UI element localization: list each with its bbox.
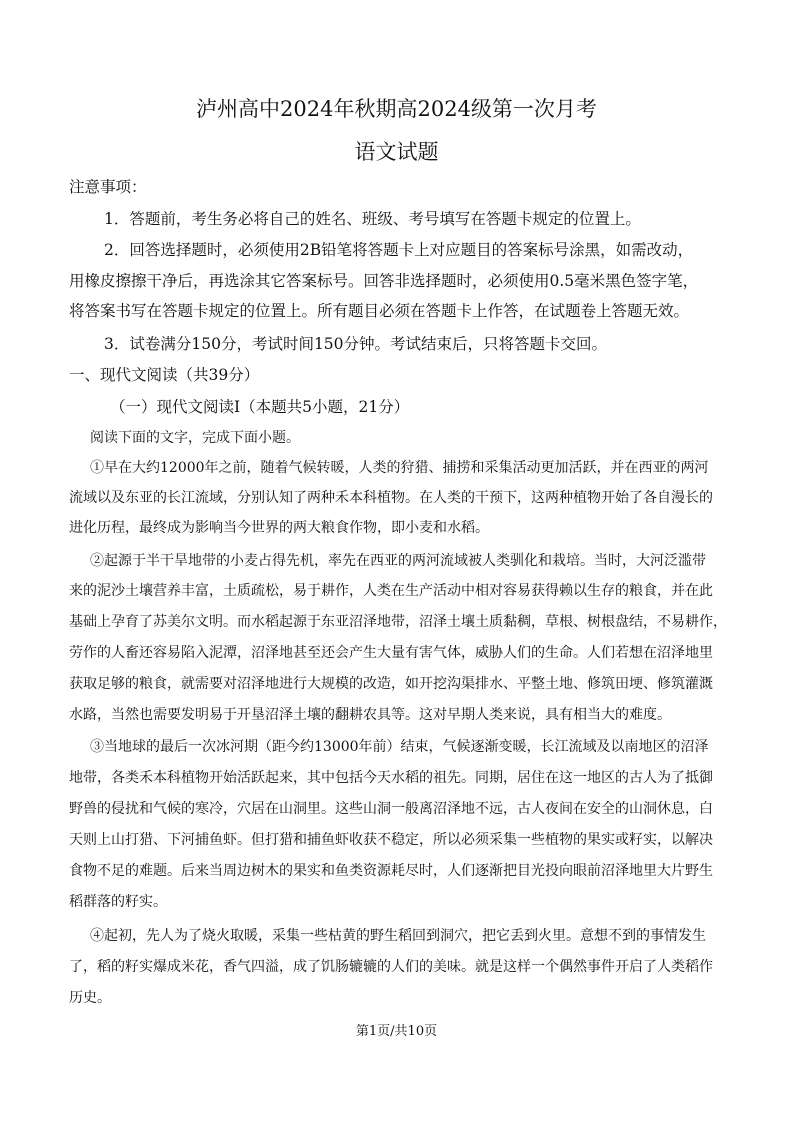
passage-p2-line-5: 获取足够的粮食，就需要对沼泽地进行大规模的改造，如开挖沟渠排水、平整土地、修筑田埂、修筑灌溉 [69,676,713,692]
passage-p2-line-4: 劳作的人畜还容易陷入泥潭，沼泽地甚至还会产生大量有害气体，威胁人们的生命。人们若想在沼泽地里 [69,645,713,661]
exam-subtitle: 语文试题 [354,140,439,164]
section-heading: 一、现代文阅读（共39分） [69,366,260,384]
passage-p2-line-3: 基础上孕育了苏美尔文明。而水稻起源于东亚沼泽地带，沼泽土壤土质黏稠，草根、树根盘结，不易耕作， [69,614,727,630]
notice-item-3: 3．试卷满分150分，考试时间150分钟。考试结束后，只将答题卡交回。 [104,335,608,353]
passage-p1-line-3: 进化历程，最终成为影响当今世界的两大粮食作物，即小麦和水稻。 [69,520,489,536]
subsection-heading: （一）现代文阅读I（本题共5小题，21分） [110,398,410,416]
passage-p4-line-3: 历史。 [69,990,111,1006]
passage-p3-line-4: 天则上山打猎、下河捕鱼虾。但打猎和捕鱼虾收获不稳定，所以必须采集一些植物的果实或籽实，以解决 [69,832,713,848]
passage-p4-line-1: ④起初，先人为了烧火取暖，采集一些枯黄的野生稻回到洞穴，把它丢到火里。意想不到的事情发生 [90,928,706,944]
passage-p2-line-1: ②起源于半干旱地带的小麦占得先机，率先在西亚的两河流域被人类驯化和栽培。当时，大河泛滥带 [90,553,706,569]
passage-p4-line-2: 了，稻的籽实爆成米花，香气四溢，成了饥肠辘辘的人们的美味。就是这样一个偶然事件开启了人类稻作 [69,959,713,975]
passage-p2-line-2: 来的泥沙土壤营养丰富，土质疏松，易于耕作，人类在生产活动中相对容易获得赖以生存的粮食，并在此 [69,583,713,599]
passage-p3-line-2: 地带，各类禾本科植物开始活跃起来，其中包括今天水稻的祖先。同期，居住在这一地区的古人为了抵御 [69,770,713,786]
notice-item-1: 1．答题前，考生务必将自己的姓名、班级、考号填写在答题卡规定的位置上。 [104,210,641,228]
passage-p3-line-5: 食物不足的难题。后来当周边树木的果实和鱼类资源耗尽时，人们逐渐把目光投向眼前沼泽地里大片野生 [69,863,713,879]
notice-item-2-line-1: 2．回答选择题时，必须使用2B铅笔将答题卡上对应题目的答案标号涂黑，如需改动， [104,241,694,259]
notice-heading: 注意事项： [69,178,147,196]
passage-p3-line-3: 野兽的侵扰和气候的寒冷，穴居在山洞里。这些山洞一般离沼泽地不远，古人夜间在安全的山洞休息，白 [69,801,713,817]
exam-title: 泸州高中2024年秋期高2024级第一次月考 [196,97,597,121]
passage-p3-line-1: ③当地球的最后一次冰河期（距今约13000年前）结束，气候逐渐变暖，长江流域及以南地区的沼泽 [90,739,709,755]
passage-p1-line-1: ①早在大约12000年之前，随着气候转暖，人类的狩猎、捕捞和采集活动更加活跃，并在西亚的两河 [90,460,709,476]
reading-instruction: 阅读下面的文字，完成下面小题。 [90,430,300,446]
notice-item-2-line-2: 用橡皮擦擦干净后，再选涂其它答案标号。回答非选择题时，必须使用0.5毫米黑色签字笔， [69,272,699,290]
passage-p2-line-6: 水路，当然也需要发明易于开垦沼泽土壤的翻耕农具等。这对早期人类来说，具有相当大的难度。 [69,707,671,723]
passage-p3-line-6: 稻群落的籽实。 [69,894,167,910]
page-number: 第1页/共10页 [355,1024,438,1039]
notice-item-2-line-3: 将答案书写在答题卡规定的位置上。所有题目必须在答题卡上作答，在试题卷上答题无效。 [69,302,690,320]
passage-p1-line-2: 流域以及东亚的长江流域，分别认知了两种禾本科植物。在人类的干预下，这两种植物开始了各自漫长的 [69,490,713,506]
